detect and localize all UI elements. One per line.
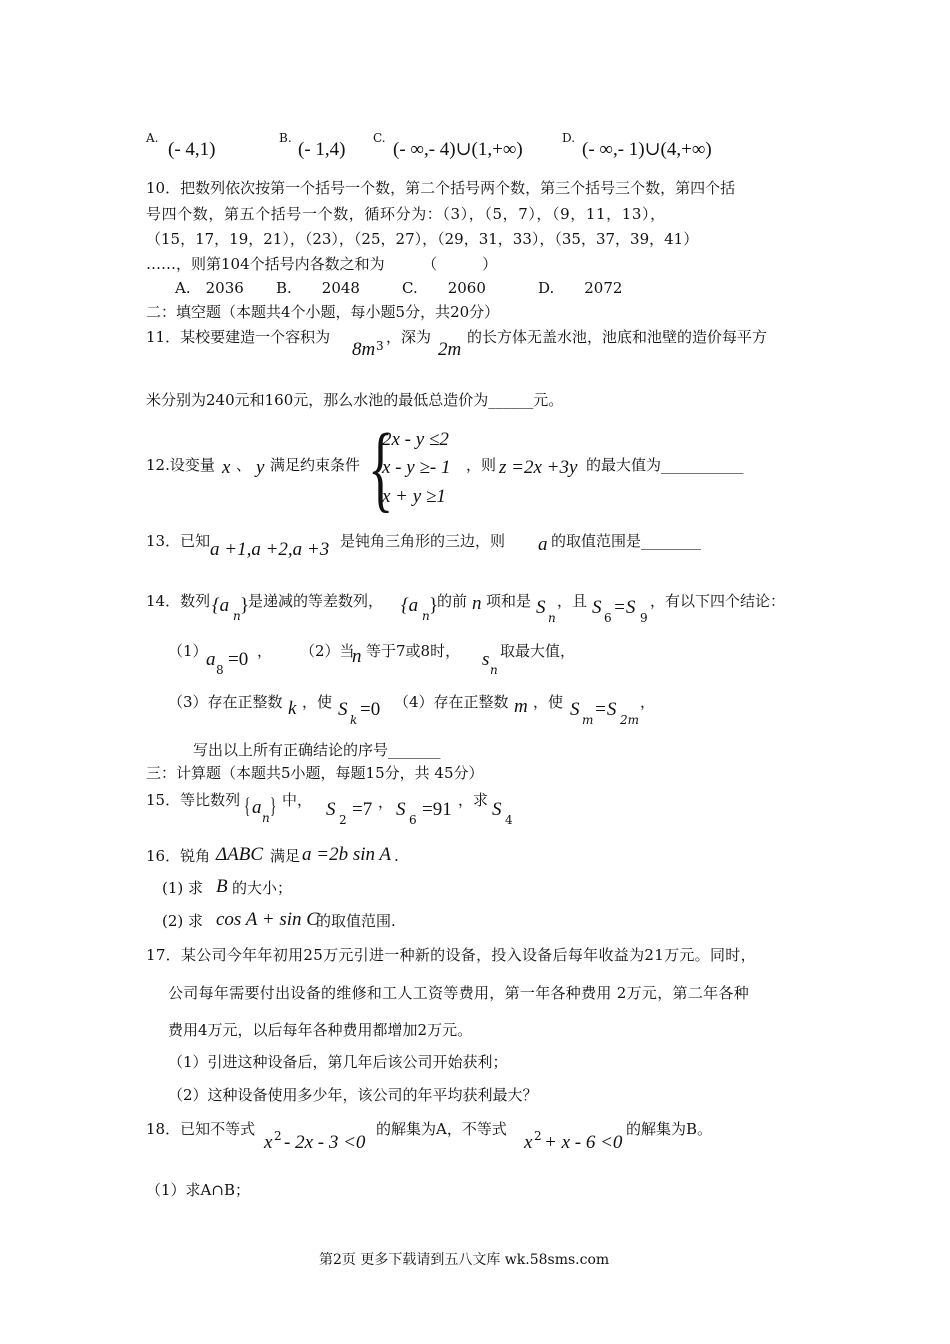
q14-sk: S [338, 699, 348, 720]
q14-sm: S [570, 699, 580, 720]
q14-sn: S [536, 597, 546, 618]
q16-dot: . [394, 847, 399, 865]
q15-an: a [252, 797, 262, 818]
q12-text-1: 12.设变量 [146, 456, 215, 474]
option-a-label: A. [146, 131, 159, 145]
q15-s6-sub: 6 [409, 813, 417, 827]
q15-text-3: ，求 [458, 791, 489, 809]
q14-text-2: 是递减的等差数列， [248, 592, 384, 610]
option-d-label: D. [562, 131, 576, 145]
q12-sep: 、 [236, 456, 252, 474]
q14-c2-label: （2）当 [300, 642, 355, 660]
q12-constraint-2: x - y ≥- 1 [382, 457, 451, 478]
q14-prompt: 写出以上所有正确结论的序号_______ [193, 741, 441, 759]
q14-var-k: k [288, 698, 297, 719]
q14-c1-label: （1） [168, 642, 208, 660]
q18-ineq1-exp: 2 [274, 1129, 282, 1143]
q14-a8-sub: 8 [216, 663, 224, 677]
section-calc-heading: 三：计算题（本题共5小题，每题15分，共 45分） [146, 764, 484, 782]
q18-ineq1-rest: - 2x - 3 <0 [284, 1132, 366, 1153]
q10-line2: 号四个数，第五个括号一个数，循环分为：（3），（5，7），（9，11，13）， [146, 205, 666, 223]
q14-eq-s9: =S [613, 597, 636, 618]
q14-sk-sub: k [350, 713, 358, 727]
q10-line4: ……，则第104个括号内各数之和为 （ ） [146, 255, 498, 273]
q15-s6-eq: =91 [422, 799, 452, 820]
q16-triangle: ΔABC [216, 844, 264, 865]
q17-line2: 公司每年需要付出设备的维修和工人工资等费用，第一年各种费用 2万元，第二年各种 [168, 984, 750, 1002]
q14-seq-2-close: } [429, 595, 439, 616]
q16-text-2: 满足 [270, 847, 301, 865]
q14-text-3: 的前 [437, 592, 468, 610]
q14-sn-sub: n [548, 611, 556, 625]
q17-part2: （2）这种设备使用多少年，该公司的年平均获利最大？ [168, 1086, 538, 1104]
q18-ineq2-rest: + x - 6 <0 [544, 1132, 623, 1153]
q13-sides: a +1,a +2,a +3 [210, 539, 330, 560]
q13-text-3: 的取值范围是________ [551, 532, 702, 550]
q15-s2-sub: 2 [339, 813, 347, 827]
q14-c3-text: ，使 [302, 693, 333, 711]
q16-p1-label: (1) 求 [162, 879, 204, 897]
q15-text-1: 15．等比数列 [146, 791, 241, 809]
q14-sk-eq: =0 [360, 699, 381, 720]
q18-ineq1-x: x [264, 1132, 273, 1153]
q14-c4-end: ， [640, 693, 656, 711]
q12-constraint-brace: { [368, 414, 394, 521]
q14-a8-eq: =0 [228, 649, 249, 670]
q12-text-4: 的最大值为___________ [586, 456, 744, 474]
q14-s2m-sub: 2m [620, 713, 640, 727]
q11-text-2: ，深为 [386, 328, 432, 346]
q15-brace-open: { [244, 793, 251, 818]
option-d: (- ∞,- 1)∪(4,+∞) [582, 139, 712, 160]
q14-seq-1-sub: n [233, 609, 241, 623]
q16-expr: cos A + sin C [216, 909, 319, 930]
q17-part1: （1）引进这种设备后，第几年后该公司开始获利； [168, 1053, 508, 1071]
q14-c2-s-sub: n [490, 663, 498, 677]
q14-text-6: ，有以下四个结论： [650, 592, 786, 610]
q14-a8: a [206, 649, 216, 670]
q14-s6: S [592, 597, 602, 618]
q14-c1-end: ， [257, 642, 273, 660]
q14-c2-s: s [482, 649, 490, 670]
q11-depth: 2m [438, 339, 462, 360]
q18-text-3: 的解集为B。 [626, 1120, 713, 1138]
q11-volume-exponent: 3 [376, 339, 384, 353]
q14-c4-text: ，使 [533, 693, 564, 711]
q15-s2: S [326, 799, 336, 820]
q16-p2-end: 的取值范围. [316, 912, 396, 930]
q18-text-2: 的解集为A，不等式 [376, 1120, 507, 1138]
q13-text-1: 13．已知 [146, 532, 211, 550]
q14-s6-sub: 6 [604, 611, 612, 625]
q18-ineq2-x: x [524, 1132, 533, 1153]
q14-s9-sub: 9 [640, 611, 648, 625]
option-c: (- ∞,- 4)∪(1,+∞) [393, 139, 523, 160]
q15-brace-close: } [270, 793, 277, 818]
q14-c2-end: 取最大值， [500, 642, 576, 660]
q14-seq-2-sub: n [422, 609, 430, 623]
q10-line1: 10．把数列依次按第一个括号一个数，第二个括号两个数，第三个括号三个数，第四个括 [146, 179, 736, 197]
q12-objective: z =2x +3y [499, 457, 578, 478]
q11-text-3: 的长方体无盖水池，池底和池壁的造价每平方 [467, 328, 768, 346]
q15-an-sub: n [262, 811, 270, 825]
section-fill-in-heading: 二：填空题（本题共4个小题，每小题5分，共20分） [146, 303, 500, 321]
q16-p2-label: (2) 求 [162, 912, 204, 930]
q14-sm-sub: m [582, 713, 594, 727]
q14-var-m: m [514, 696, 528, 717]
q12-text-3: ，则 [466, 456, 497, 474]
q15-s4-sub: 4 [505, 813, 513, 827]
option-b: (- 1,4) [298, 139, 346, 160]
q12-constraint-1: 2x - y ≤2 [382, 429, 449, 450]
q14-c3-label: （3）存在正整数 [168, 693, 283, 711]
q14-text-1: 14．数列 [146, 592, 211, 610]
q14-text-4: 项和是 [486, 592, 532, 610]
q10-option-a: A. 2036 [175, 279, 244, 297]
q17-line1: 17．某公司今年年初用25万元引进一种新的设备，投入设备后每年收益为21万元。同时， [146, 946, 756, 964]
q14-c4-label: （4）存在正整数 [394, 693, 509, 711]
q14-c2-n: n [352, 646, 362, 667]
q16-equation: a =2b sin A [302, 844, 392, 865]
option-a: (- 4,1) [168, 139, 216, 160]
q15-s4: S [492, 799, 502, 820]
q18-part1: （1）求A∩B； [146, 1181, 250, 1199]
option-c-label: C. [373, 131, 386, 145]
q16-p1-end: 的大小； [232, 879, 293, 897]
q14-text-5: ，且 [557, 592, 588, 610]
q14-seq-2: {a [401, 595, 419, 616]
q11-line2: 米分别为240元和160元，那么水池的最低总造价为______元。 [146, 391, 564, 409]
q18-text-1: 18．已知不等式 [146, 1120, 256, 1138]
q13-text-2: 是钝角三角形的三边，则 [340, 532, 506, 550]
q13-var-a: a [538, 534, 548, 555]
q12-var-x: x [222, 457, 231, 478]
q15-s2-eq: =7 [352, 799, 373, 820]
q14-sm-eq: =S [594, 699, 617, 720]
option-b-label: B. [279, 131, 292, 145]
q15-s6: S [396, 799, 406, 820]
q14-seq-1-close: } [240, 595, 250, 616]
q11-volume: 8m [352, 339, 376, 360]
q16-text-1: 16．锐角 [146, 847, 211, 865]
q14-c2-text: 等于7或8时， [366, 642, 461, 660]
q10-option-c: C. 2060 [402, 279, 486, 297]
page-footer: 第2页 更多下载请到五八文库 wk.58sms.com [319, 1252, 610, 1268]
q17-line3: 费用4万元，以后每年各种费用都增加2万元。 [168, 1021, 473, 1039]
q12-text-2: 满足约束条件 [270, 456, 361, 474]
q16-var-b: B [216, 876, 228, 897]
q12-var-y: y [256, 457, 265, 478]
q15-text-2: 中， [282, 791, 313, 809]
q11-text-1: 11．某校要建造一个容积为 [146, 328, 331, 346]
q15-sep: ， [378, 793, 394, 811]
q10-line3: （15，17，19，21），（23），（25，27），（29，31，33），（35，37，39，41） [146, 230, 699, 248]
q14-var-n: n [472, 593, 482, 614]
q14-seq-1: {a [212, 595, 230, 616]
q10-option-d: D. 2072 [538, 279, 623, 297]
q10-option-b: B. 2048 [276, 279, 360, 297]
q18-ineq2-exp: 2 [534, 1129, 542, 1143]
q12-constraint-3: x + y ≥1 [382, 486, 446, 507]
